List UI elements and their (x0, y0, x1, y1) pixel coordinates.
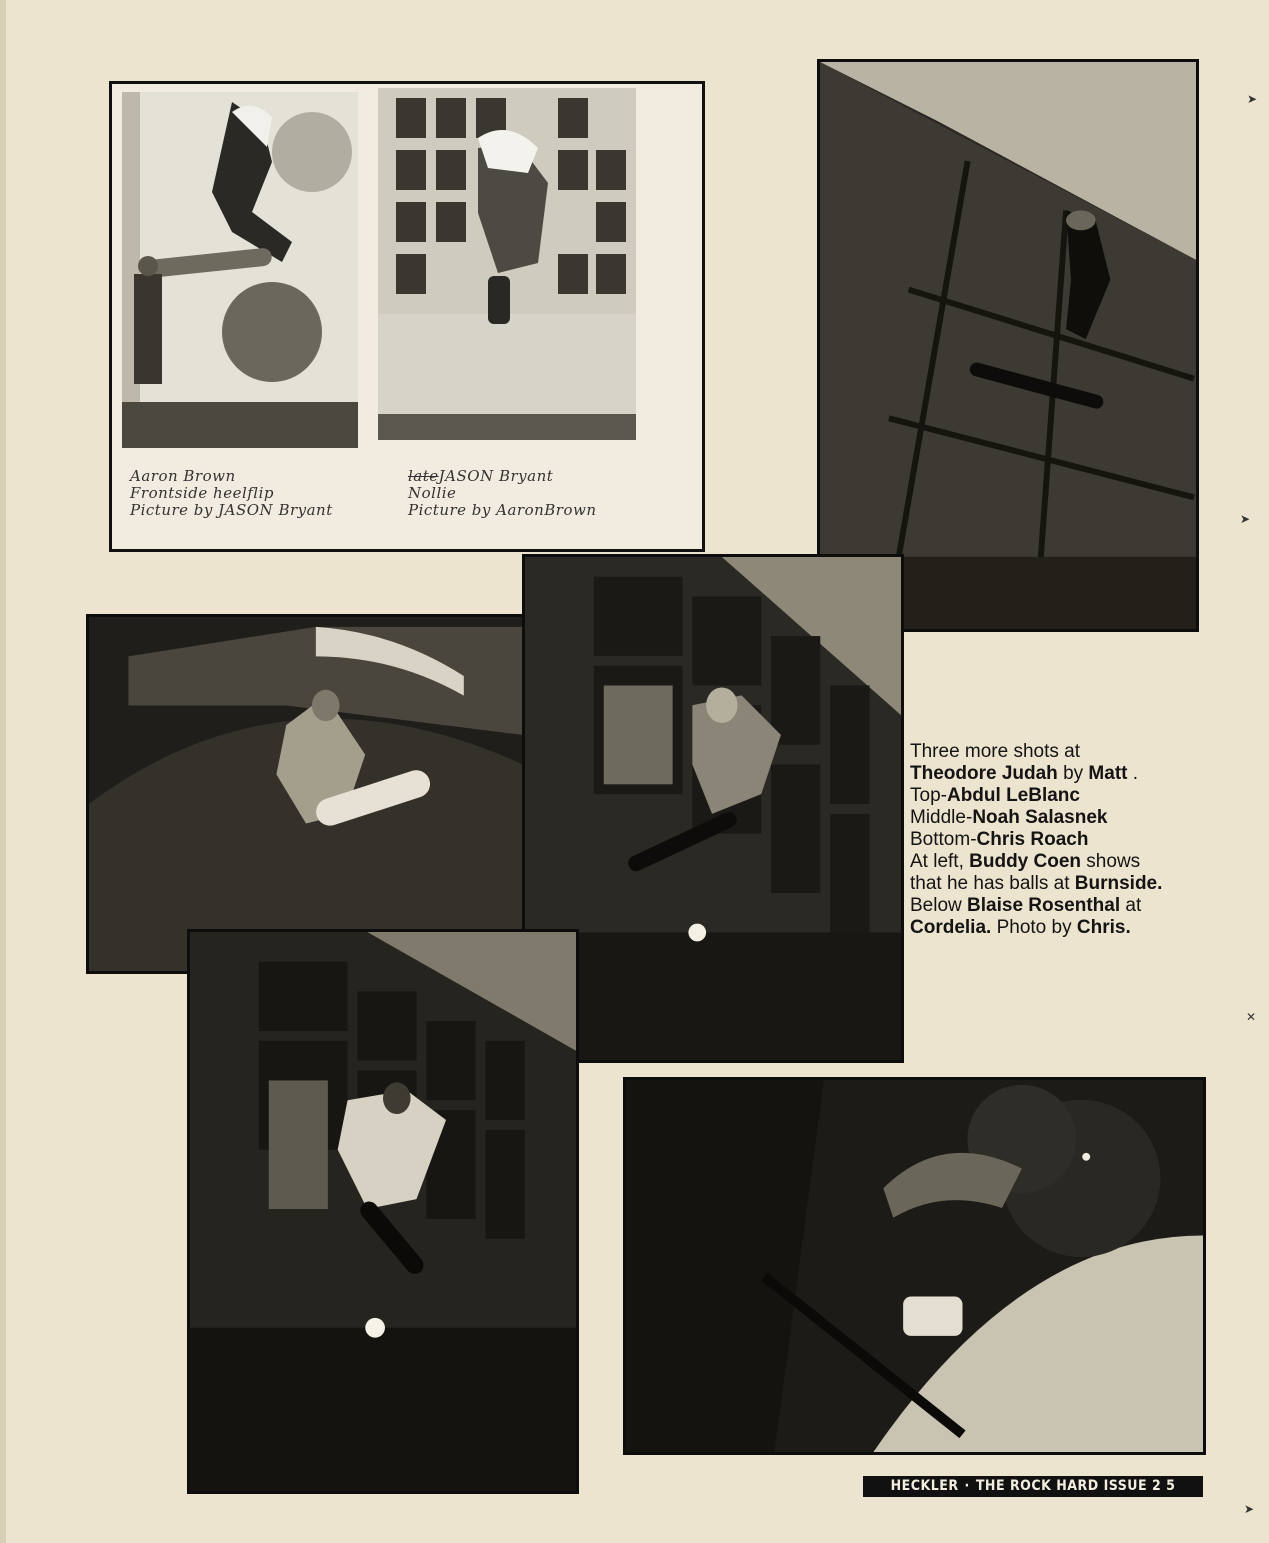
handwritten-line: Picture by JASON Bryant (130, 501, 333, 519)
handwritten-line: Picture by AaronBrown (408, 501, 597, 519)
caption-text: Below (910, 895, 968, 916)
handwritten-line: JASON Bryant (438, 467, 554, 485)
caption-name: Buddy Coen (969, 851, 1082, 872)
photo-chris-roach (187, 929, 579, 1494)
photo-aaron-brown-heelflip (122, 92, 358, 448)
caption-text: shows (1081, 851, 1141, 872)
margin-mark: ➤ (1244, 1502, 1255, 1516)
caption-name: Theodore Judah (910, 763, 1058, 784)
photo-caption (910, 741, 1210, 939)
footer-separator: · (964, 1478, 970, 1494)
caption-text: Bottom- (910, 829, 977, 850)
struck-out-word: late (408, 467, 439, 485)
margin-mark: ➤ (1240, 512, 1251, 526)
handwritten-line: Nollie (408, 484, 457, 502)
page-number: 2 5 (1152, 1478, 1176, 1494)
caption-name: Burnside. (1074, 873, 1163, 894)
photo-buddy-coen-burnside (86, 614, 526, 974)
caption-name: Abdul LeBlanc (946, 785, 1080, 806)
caption-name: Blaise Rosenthal (967, 895, 1121, 916)
caption-text: Three more shots at (910, 741, 1081, 762)
handwritten-line: Aaron Brown (130, 467, 236, 485)
margin-mark: ➤ (1247, 92, 1258, 106)
caption-name: Noah Salasnek (972, 807, 1108, 828)
caption-name: Matt (1088, 763, 1128, 784)
caption-text: Photo by (991, 917, 1077, 938)
caption-text: Top- (910, 785, 947, 806)
photo-jason-bryant-nollie (378, 88, 636, 440)
photo-noah-salasnek (522, 554, 904, 1063)
handwritten-line: Frontside heelflip (130, 484, 274, 502)
publication-name: HECKLER (890, 1478, 959, 1494)
caption-text: that he has balls at (910, 873, 1075, 894)
caption-name: Chris. (1076, 917, 1131, 938)
photo-abdul-leblanc (817, 59, 1199, 632)
left-photo-handwritten-caption (130, 468, 333, 519)
right-photo-handwritten-caption (408, 468, 597, 519)
snapshot-card (109, 81, 705, 552)
photo-blaise-rosenthal-cordelia (623, 1077, 1206, 1455)
caption-text: Middle- (910, 807, 973, 828)
caption-text: . (1127, 763, 1139, 784)
caption-name: Cordelia. (910, 917, 992, 938)
issue-title: THE ROCK HARD ISSUE (975, 1478, 1148, 1494)
page-footer (863, 1476, 1203, 1497)
caption-text: by (1057, 763, 1089, 784)
margin-mark: ✕ (1246, 1010, 1257, 1024)
caption-text: at (1120, 895, 1142, 916)
caption-name: Chris Roach (976, 829, 1089, 850)
page-edge (0, 0, 6, 1543)
caption-text: At left, (910, 851, 970, 872)
